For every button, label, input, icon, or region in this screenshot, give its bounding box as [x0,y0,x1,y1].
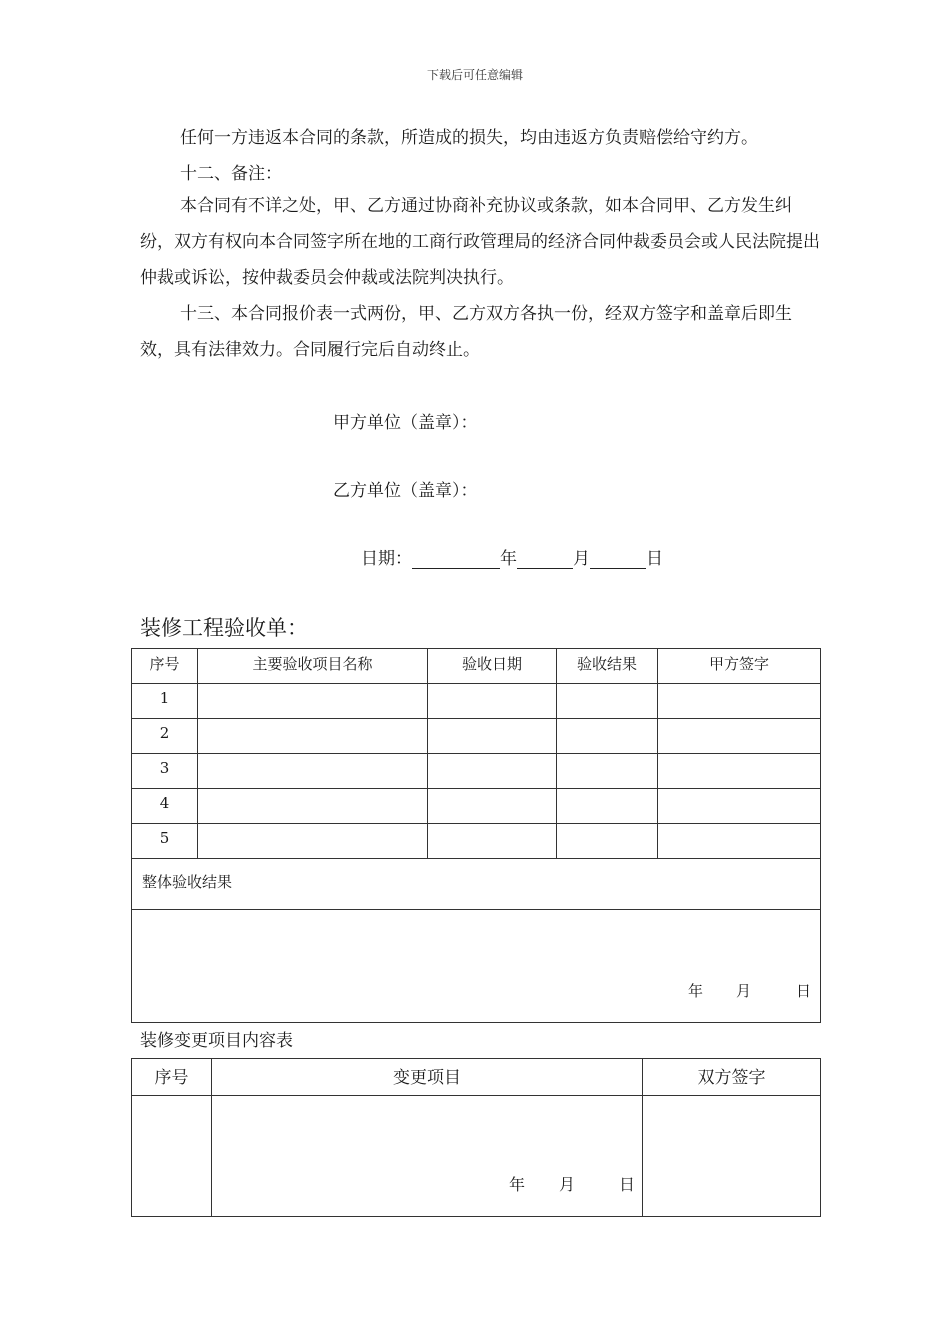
change-signature-cell[interactable] [643,1096,821,1217]
year-blank[interactable] [412,548,500,569]
change-header-signature: 双方签字 [643,1059,821,1096]
overall-year-label: 年 [688,982,704,1000]
date-cell[interactable] [428,719,557,754]
item-name-cell[interactable] [198,824,428,859]
change-month-label: 月 [559,1175,576,1194]
section-remarks-heading: 十二、备注： [180,164,282,184]
item-name-cell[interactable] [198,684,428,719]
change-table [131,1058,821,1217]
result-cell[interactable] [557,824,658,859]
signature-cell[interactable] [658,789,821,824]
item-name-cell[interactable] [198,789,428,824]
signature-cell[interactable] [658,824,821,859]
change-table-title: 装修变更项目内容表 [140,1031,293,1051]
overall-result-cell[interactable] [132,910,821,1023]
header-cell-index: 序号 [132,649,198,684]
date-label: 日期： [361,549,412,569]
row-number: 5 [132,824,198,859]
date-cell[interactable] [428,789,557,824]
signature-cell[interactable] [658,754,821,789]
overall-result-label: 整体验收结果 [132,859,821,910]
overall-day-label: 日 [796,982,812,1000]
change-header-row [132,1059,821,1096]
header-cell-result: 验收结果 [557,649,658,684]
signature-date [361,544,663,569]
month-label: 月 [573,549,590,569]
change-header-item: 变更项目 [212,1059,643,1096]
signature-cell[interactable] [658,684,821,719]
signature-cell[interactable] [658,719,821,754]
row-number: 2 [132,719,198,754]
acceptance-table [131,648,821,1023]
result-cell[interactable] [557,754,658,789]
result-cell[interactable] [557,789,658,824]
table-row [132,684,821,719]
paragraph-copies: 十三、本合同报价表一式两份，甲、乙方双方各执一份，经双方签字和盖章后即生效，具有法律效力。合同履行完后自动终止。 [140,304,792,360]
day-label: 日 [646,549,663,569]
date-cell[interactable] [428,754,557,789]
date-cell[interactable] [428,824,557,859]
date-cell[interactable] [428,684,557,719]
row-number: 4 [132,789,198,824]
result-cell[interactable] [557,719,658,754]
overall-result-label-row [132,859,821,910]
table-row [132,719,821,754]
page-header: 下载后可任意编辑 [426,68,523,82]
header-cell-date: 验收日期 [428,649,557,684]
acceptance-title: 装修工程验收单： [140,616,308,640]
party-a-seal-label: 甲方单位（盖章）： [333,413,478,433]
change-day-label: 日 [619,1175,636,1194]
item-name-cell[interactable] [198,754,428,789]
change-year-label: 年 [509,1175,526,1194]
table-row [132,789,821,824]
header-cell-signature: 甲方签字 [658,649,821,684]
party-b-seal-label: 乙方单位（盖章）： [333,481,478,501]
change-header-index: 序号 [132,1059,212,1096]
paragraph-liability: 任何一方违返本合同的条款，所造成的损失，均由违返方负责赔偿给守约方。 [180,128,758,148]
row-number: 1 [132,684,198,719]
overall-result-row [132,910,821,1023]
year-label: 年 [500,549,517,569]
month-blank[interactable] [517,548,573,569]
day-blank[interactable] [590,548,646,569]
item-name-cell[interactable] [198,719,428,754]
change-index-cell[interactable] [132,1096,212,1217]
header-cell-item-name: 主要验收项目名称 [198,649,428,684]
table-row [132,1096,821,1217]
table-row [132,754,821,789]
paragraph-remarks: 本合同有不详之处，甲、乙方通过协商补充协议或条款，如本合同甲、乙方发生纠纷，双方有权向本合同签字所在地的工商行政管理局的经济合同仲裁委员会或人民法院提出仲裁或诉讼，按仲裁委员会仲裁或法院判决执行。 [140,196,820,288]
table-row [132,824,821,859]
acceptance-header-row [132,649,821,684]
overall-month-label: 月 [736,982,752,1000]
row-number: 3 [132,754,198,789]
result-cell[interactable] [557,684,658,719]
change-item-cell[interactable] [212,1096,643,1217]
